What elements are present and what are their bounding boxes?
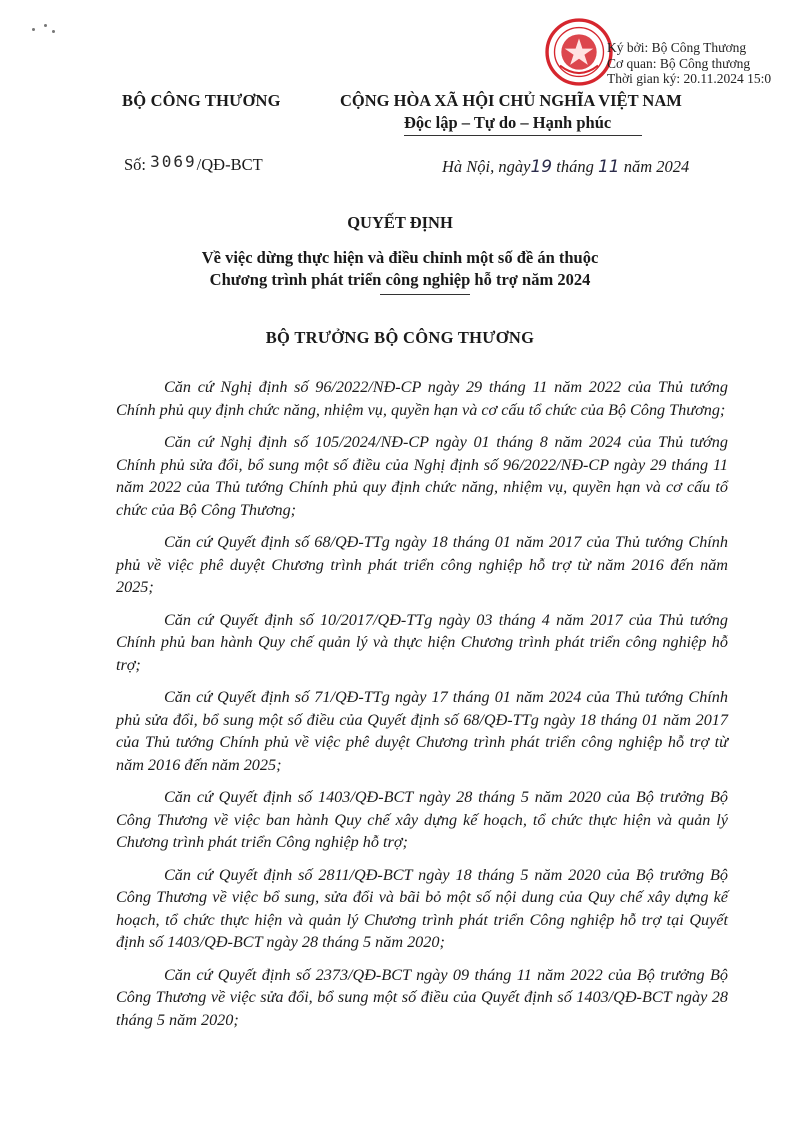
legal-basis-paragraph: Căn cứ Quyết định số 68/QĐ-TTg ngày 18 tháng 01 năm 2017 của Thủ tướng Chính phủ về việc phê duyệt Chương trình phát triển công nghiệp hỗ trợ từ năm 2016 đến năm 2025; [116,533,728,596]
number-suffix: /QĐ-BCT [196,155,263,174]
date-day: 19 [530,157,553,177]
legal-basis-paragraph: Căn cứ Quyết định số 71/QĐ-TTg ngày 17 tháng 01 năm 2024 của Thủ tướng Chính phủ sửa đổi, bổ sung một số điều của Quyết định số 68/QĐ-TTg ngày 18 tháng 01 năm 2017 của Thủ tướng Chính phủ về việc phê duyệt Chương trình phát triển công nghiệp hỗ trợ từ năm 2016 đến năm 2025; [116,688,728,774]
national-motto: Độc lập – Tự do – Hạnh phúc [404,113,612,132]
date-month-label: tháng [556,157,594,176]
number-prefix: Số: [124,155,147,174]
legal-basis-paragraph: Căn cứ Quyết định số 10/2017/QĐ-TTg ngày 03 tháng 4 năm 2017 của Thủ tướng Chính phủ ban hành Quy chế quản lý và thực hiện Chương trình phát triển công nghiệp hỗ trợ; [116,610,728,674]
legal-basis [116,376,728,1041]
issue-date [442,157,689,177]
signing-agency: Cơ quan: Bộ Công thương [607,55,751,71]
date-month: 11 [597,157,620,177]
date-year: năm 2024 [623,157,690,176]
legal-basis-paragraph: Căn cứ Quyết định số 2373/QĐ-BCT ngày 09 tháng 11 năm 2022 của Bộ trưởng Bộ Công Thương về việc sửa đổi, bổ sung một số điều của Quyết định số 1403/QĐ-BCT ngày 28 tháng 5 năm 2020; [116,965,728,1029]
number-value: 3069 [150,152,197,171]
subject-line-2: Chương trình phát triển công nghiệp hỗ trợ năm 2024 [209,270,591,289]
nation-name: CỘNG HÒA XÃ HỘI CHỦ NGHĨA VIỆT NAM [340,91,682,110]
legal-basis-paragraph: Căn cứ Nghị định số 96/2022/NĐ-CP ngày 29 tháng 11 năm 2022 của Thủ tướng Chính phủ quy định chức năng, nhiệm vụ, quyền hạn và cơ cấu tổ chức của Bộ Công Thương; [116,378,728,419]
subject-line-1: Về việc dừng thực hiện và điều chỉnh một số đề án thuộc [201,248,599,267]
scan-specks [30,22,70,38]
government-seal-icon [545,18,613,86]
date-prefix: Hà Nội, ngày [442,157,531,176]
document-number [124,152,263,175]
legal-basis-paragraph: Căn cứ Nghị định số 105/2024/NĐ-CP ngày 01 tháng 8 năm 2024 của Thủ tướng Chính phủ sửa đổi, bổ sung một số điều của Nghị định số 96/2022/NĐ-CP ngày 29 tháng 11 năm 2022 của Thủ tướng Chính phủ quy định chức năng, nhiệm vụ, quyền hạn và cơ cấu tổ chức của Bộ Công Thương; [116,433,728,519]
legal-basis-paragraph: Căn cứ Quyết định số 2811/QĐ-BCT ngày 18 tháng 5 năm 2020 của Bộ trưởng Bộ Công Thương về việc bổ sung, sửa đổi và bãi bỏ một số nội dung của Quy chế xây dựng kế hoạch, tổ chức thực hiện và quản lý Chương trình phát triển Công nghiệp hỗ trợ tại Quyết định số 1403/QĐ-BCT ngày 28 tháng 5 năm 2020; [116,865,728,951]
document-subject [0,247,800,291]
issuing-authority: BỘ TRƯỞNG BỘ CÔNG THƯƠNG [265,328,535,347]
signed-by: Ký bởi: Bộ Công Thương [607,40,747,55]
legal-basis-paragraph: Căn cứ Quyết định số 1403/QĐ-BCT ngày 28 tháng 5 năm 2020 của Bộ trưởng Bộ Công Thương về việc ban hành Quy chế xây dựng kế hoạch, tổ chức thực hiện và quản lý Chương trình phát triển Công nghiệp hỗ trợ; [116,788,728,851]
document-type: QUYẾT ĐỊNH [347,213,453,232]
signing-time: Thời gian ký: 20.11.2024 15:0 [607,71,772,86]
digital-signature-block [607,40,771,87]
subject-underline [380,294,470,295]
issuing-organization: BỘ CÔNG THƯƠNG [122,91,281,110]
motto-underline [404,135,642,136]
